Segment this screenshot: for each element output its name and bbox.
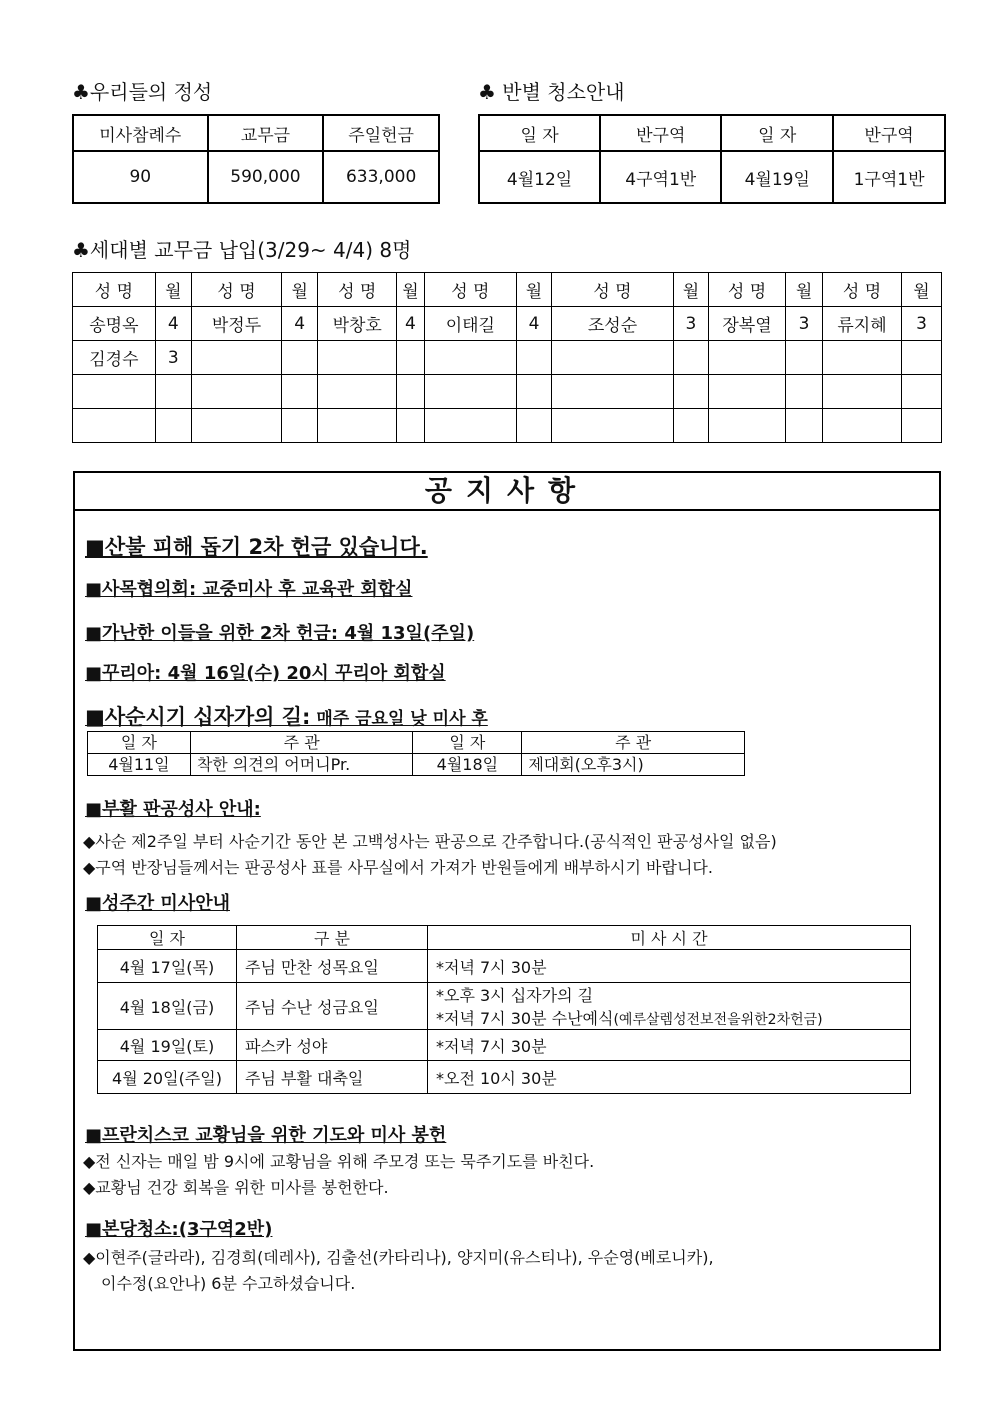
mass-date: 4월 20일(주일) — [98, 1061, 237, 1094]
notice-item-pope: ■프란치스코 교황님을 위한 기도와 미사 봉헌 — [85, 1125, 447, 1146]
mass-header-date: 일 자 — [98, 926, 237, 950]
empty-cell — [673, 375, 708, 409]
payers-header-name: 성 명 — [318, 273, 397, 307]
empty-cell — [823, 409, 902, 443]
payer-month: 3 — [673, 307, 708, 341]
empty-cell — [424, 341, 516, 375]
table-row — [98, 1030, 911, 1061]
empty-cell — [424, 409, 516, 443]
confession-line-1: ◆사순 제2주일 부터 사순기간 동안 본 고백성사는 판공으로 간주합니다.(공식적인 판공성사일 없음) — [83, 832, 777, 851]
payer-name: 이태길 — [424, 307, 516, 341]
notice-item-curia: ■꾸리아: 4월 16일(수) 20시 꾸리아 회합실 — [85, 663, 446, 684]
payers-title: ♣세대별 교무금 납입(3/29~ 4/4) 8명 — [72, 238, 412, 262]
mass-date: 4월 17일(목) — [98, 950, 237, 983]
empty-cell — [424, 375, 516, 409]
notice-item-church-cleaning: ■본당청소:(3구역2반) — [85, 1219, 273, 1240]
mass-time: *저녁 7시 30분 — [428, 950, 911, 983]
payer-month: 4 — [155, 307, 191, 341]
empty-cell — [709, 409, 786, 443]
offering-title: ♣우리들의 정성 — [72, 80, 213, 104]
empty-cell — [155, 375, 191, 409]
cleaning-header-zone-1: 반구역 — [600, 115, 721, 151]
payer-name: 박창호 — [318, 307, 397, 341]
stations-heading: ■사순시기 십자가의 길: — [85, 705, 311, 729]
stations-table — [87, 731, 745, 776]
mass-time: *저녁 7시 30분 — [428, 1030, 911, 1061]
mass-type: 파스카 성야 — [237, 1030, 428, 1061]
notice-item-holy-week: ■성주간 미사안내 — [85, 893, 230, 914]
payer-month: 3 — [155, 341, 191, 375]
pope-line-1: ◆전 신자는 매일 밤 9시에 교황님을 위해 주모경 또는 묵주기도를 바친다. — [83, 1152, 595, 1171]
cleaning-table — [478, 114, 946, 204]
payers-header-month: 월 — [516, 273, 551, 307]
notice-item-poor-offering: ■가난한 이들을 위한 2차 헌금: 4월 13일(주일) — [85, 623, 475, 644]
stations-header-date-1: 일 자 — [88, 732, 191, 754]
offering-header-attendance: 미사참례수 — [73, 115, 208, 151]
payers-header-name: 성 명 — [552, 273, 674, 307]
payers-header-name: 성 명 — [823, 273, 902, 307]
church-cleaning-line-2: 이수정(요안나) 6분 수고하셨습니다. — [101, 1274, 356, 1293]
payer-month: 4 — [397, 307, 425, 341]
payer-month: 3 — [786, 307, 823, 341]
table-row — [73, 341, 942, 375]
offering-header-sunday: 주일헌금 — [323, 115, 439, 151]
payer-name: 류지혜 — [823, 307, 902, 341]
empty-cell — [823, 375, 902, 409]
payer-name: 송명옥 — [73, 307, 156, 341]
payers-header-month: 월 — [901, 273, 941, 307]
notice-item-council: ■사목협의회: 교중미사 후 교육관 회합실 — [85, 579, 413, 600]
pope-line-2: ◆교황님 건강 회복을 위한 미사를 봉헌한다. — [83, 1178, 389, 1197]
empty-cell — [709, 341, 786, 375]
cleaning-value-date-2: 4월19일 — [721, 151, 833, 203]
payers-header-month: 월 — [155, 273, 191, 307]
empty-cell — [318, 375, 397, 409]
empty-cell — [191, 341, 281, 375]
notice-item-confession: ■부활 판공성사 안내: — [85, 799, 261, 820]
cleaning-title: ♣ 반별 청소안내 — [478, 80, 625, 104]
table-row — [98, 950, 911, 983]
payers-header-row — [73, 273, 942, 307]
table-row — [73, 375, 942, 409]
payer-month: 4 — [282, 307, 318, 341]
mass-time: *오전 10시 30분 — [428, 1061, 911, 1094]
empty-cell — [709, 375, 786, 409]
payer-month: 3 — [901, 307, 941, 341]
stations-schedule: 매주 금요일 낮 미사 후 — [310, 709, 488, 729]
empty-cell — [901, 409, 941, 443]
payer-name: 박정두 — [191, 307, 281, 341]
empty-cell — [282, 341, 318, 375]
mass-time-line-2 — [436, 1006, 910, 1029]
empty-cell — [318, 409, 397, 443]
payer-name: 조성순 — [552, 307, 674, 341]
payers-header-month: 월 — [282, 273, 318, 307]
empty-cell — [786, 375, 823, 409]
empty-cell — [552, 341, 674, 375]
stations-header-host-2: 주 관 — [522, 732, 745, 754]
empty-cell — [516, 375, 551, 409]
empty-cell — [155, 409, 191, 443]
mass-type: 주님 만찬 성목요일 — [237, 950, 428, 983]
notice-item-wildfire: ■산불 피해 돕기 2차 헌금 있습니다. — [85, 535, 428, 559]
table-row — [98, 983, 911, 1030]
offering-value-dues: 590,000 — [208, 151, 324, 203]
empty-cell — [901, 341, 941, 375]
stations-header-host-1: 주 관 — [190, 732, 413, 754]
mass-time-line-1: *오후 3시 십자가의 길 — [436, 986, 594, 1005]
mass-date: 4월 19일(토) — [98, 1030, 237, 1061]
empty-cell — [397, 409, 425, 443]
cleaning-header-date-1: 일 자 — [479, 115, 600, 151]
empty-cell — [786, 409, 823, 443]
cleaning-header-zone-2: 반구역 — [833, 115, 945, 151]
empty-cell — [397, 341, 425, 375]
mass-time-note: (예루살렘성전보전을위한2차헌금) — [613, 1012, 823, 1028]
payers-header-name: 성 명 — [191, 273, 281, 307]
confession-line-2: ◆구역 반장님들께서는 판공성사 표를 사무실에서 가져가 반원들에게 배부하시기 바랍니다. — [83, 858, 713, 877]
payer-name: 장복열 — [709, 307, 786, 341]
cleaning-value-zone-2: 1구역1반 — [833, 151, 945, 203]
empty-cell — [191, 409, 281, 443]
mass-date: 4월 18일(금) — [98, 983, 237, 1030]
empty-cell — [397, 375, 425, 409]
empty-cell — [282, 375, 318, 409]
stations-value-host-1: 착한 의견의 어머니Pr. — [190, 754, 413, 776]
empty-cell — [673, 341, 708, 375]
empty-cell — [318, 341, 397, 375]
offering-table — [72, 114, 440, 204]
offering-value-sunday: 633,000 — [323, 151, 439, 203]
cleaning-value-date-1: 4월12일 — [479, 151, 600, 203]
mass-table — [97, 925, 911, 1094]
empty-cell — [552, 409, 674, 443]
empty-cell — [901, 375, 941, 409]
empty-cell — [191, 375, 281, 409]
mass-type: 주님 수난 성금요일 — [237, 983, 428, 1030]
stations-value-date-1: 4월11일 — [88, 754, 191, 776]
notice-item-stations — [85, 701, 488, 731]
empty-cell — [73, 409, 156, 443]
stations-value-host-2: 제대회(오후3시) — [522, 754, 745, 776]
empty-cell — [552, 375, 674, 409]
empty-cell — [73, 375, 156, 409]
cleaning-value-zone-1: 4구역1반 — [600, 151, 721, 203]
empty-cell — [516, 409, 551, 443]
payers-header-name: 성 명 — [424, 273, 516, 307]
mass-time-line-2-main: *저녁 7시 30분 수난예식 — [436, 1009, 614, 1028]
notice-title: 공지사항 — [75, 473, 939, 511]
stations-value-date-2: 4월18일 — [413, 754, 522, 776]
empty-cell — [823, 341, 902, 375]
empty-cell — [786, 341, 823, 375]
payers-header-month: 월 — [673, 273, 708, 307]
empty-cell — [516, 341, 551, 375]
payer-name: 김경수 — [73, 341, 156, 375]
table-row — [73, 307, 942, 341]
payers-header-name: 성 명 — [73, 273, 156, 307]
mass-type: 주님 부활 대축일 — [237, 1061, 428, 1094]
table-row — [98, 1061, 911, 1094]
cleaning-header-date-2: 일 자 — [721, 115, 833, 151]
notice-box — [73, 471, 941, 1351]
mass-header-type: 구 분 — [237, 926, 428, 950]
empty-cell — [673, 409, 708, 443]
church-cleaning-line-1: ◆이현주(글라라), 김경희(데레사), 김출선(카타리나), 양지미(유스티나), 우순영(베로니카), — [83, 1248, 714, 1267]
empty-cell — [282, 409, 318, 443]
mass-time — [428, 983, 911, 1030]
mass-header-time: 미 사 시 간 — [428, 926, 911, 950]
payers-table — [72, 272, 942, 443]
offering-value-attendance: 90 — [73, 151, 208, 203]
table-row — [73, 409, 942, 443]
stations-header-date-2: 일 자 — [413, 732, 522, 754]
payers-header-month: 월 — [786, 273, 823, 307]
offering-header-dues: 교무금 — [208, 115, 324, 151]
payer-month: 4 — [516, 307, 551, 341]
payers-header-name: 성 명 — [709, 273, 786, 307]
payers-header-month: 월 — [397, 273, 425, 307]
